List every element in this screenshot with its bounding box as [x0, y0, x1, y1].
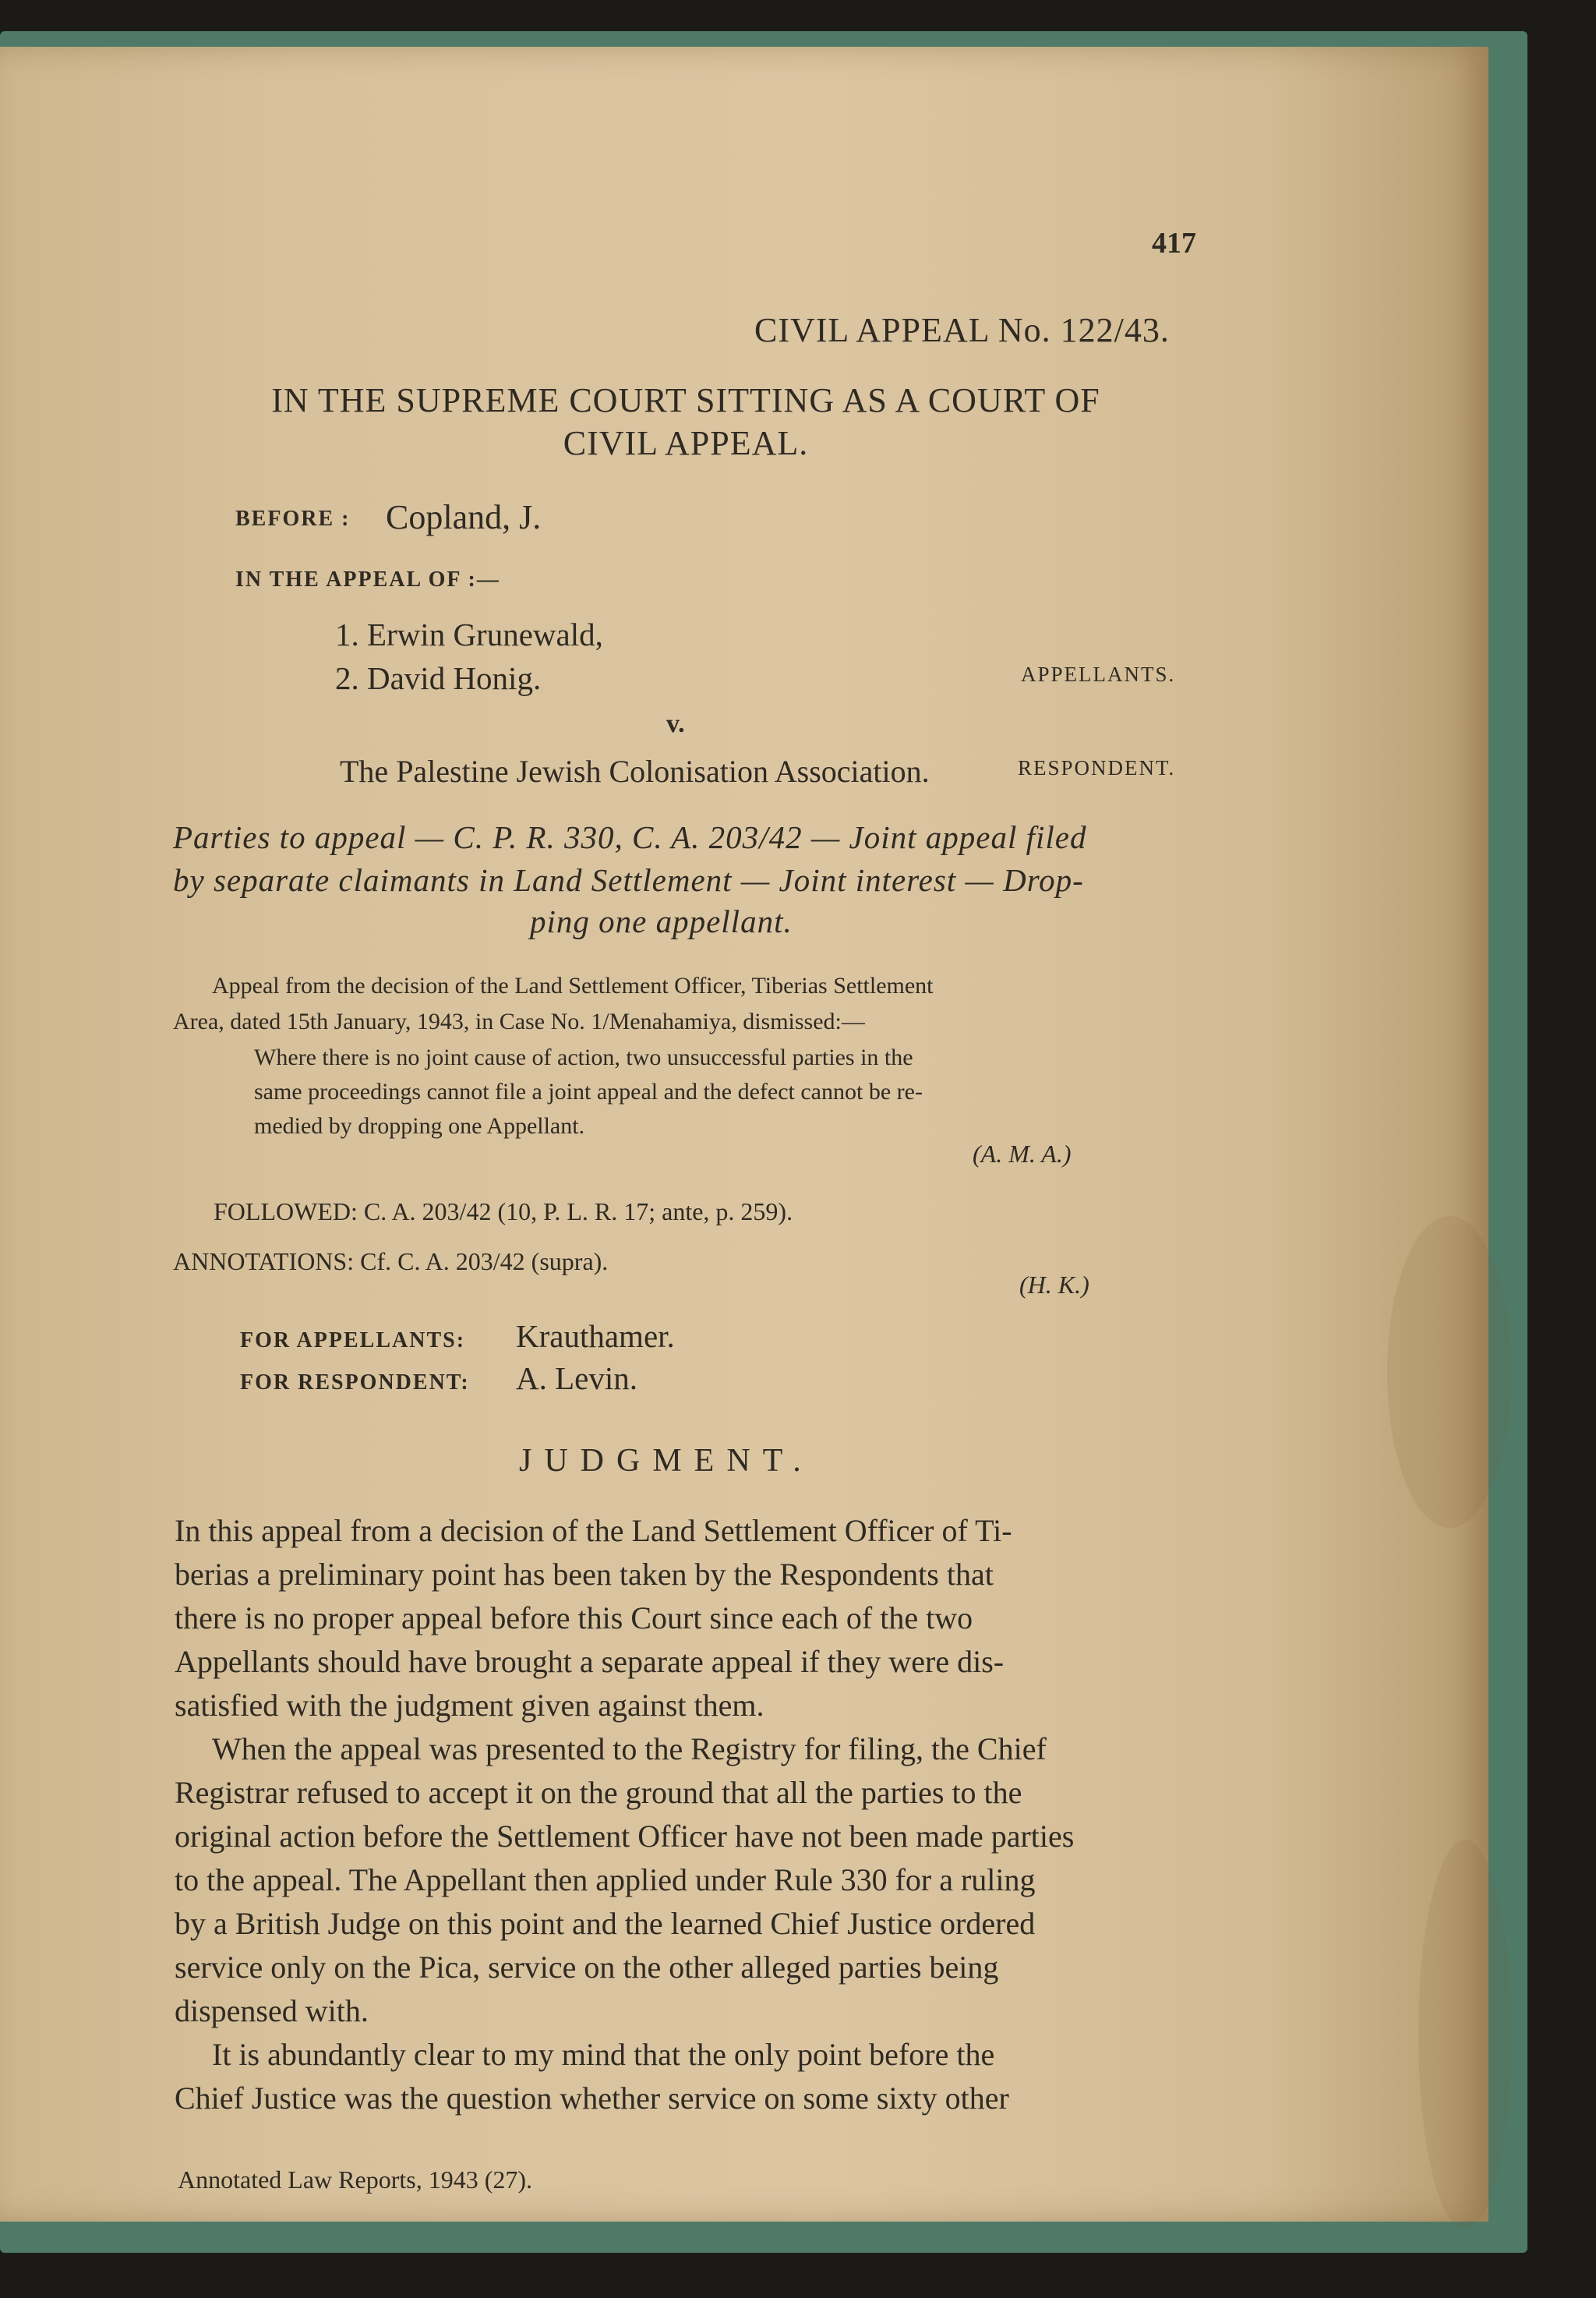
judgment-line: berias a preliminary point has been taken by the Respondents that — [175, 1557, 994, 1592]
judgment-line: Chief Justice was the question whether service on some sixty other — [175, 2081, 1009, 2116]
respondent-name: The Palestine Jewish Colonisation Association. — [340, 754, 930, 789]
respondent-counsel: A. Levin. — [516, 1360, 637, 1396]
judgment-line: It is abundantly clear to my mind that the only point before the — [212, 2037, 995, 2072]
before-label: BEFORE : — [235, 507, 351, 531]
catchwords-line-2: by separate claimants in Land Settlement — Joint interest — Drop- — [173, 862, 1084, 898]
appellants-counsel: Krauthamer. — [516, 1318, 675, 1354]
annotations-reference: ANNOTATIONS: Cf. C. A. 203/42 (supra). — [173, 1247, 609, 1275]
judgment-line: satisfied with the judgment given against them. — [175, 1688, 764, 1723]
headnote-line-3: Where there is no joint cause of action, two unsuccessful parties in the — [254, 1045, 913, 1070]
headnote-line-1: Appeal from the decision of the Land Settlement Officer, Tiberias Settlement — [212, 973, 934, 999]
judgment-line: Appellants should have brought a separate appeal if they were dis- — [175, 1644, 1005, 1679]
judge-name: Copland, J. — [386, 498, 542, 536]
for-respondent-label: FOR RESPONDENT: — [240, 1370, 470, 1395]
judgment-line: When the appeal was presented to the Registry for filing, the Chief — [212, 1731, 1047, 1766]
judgment-line: service only on the Pica, service on the other alleged parties being — [175, 1950, 999, 1985]
document-page — [0, 47, 1488, 2222]
appellants-role: APPELLANTS. — [1021, 663, 1176, 686]
followed-reference: FOLLOWED: C. A. 203/42 (10, P. L. R. 17; ante, p. 259). — [214, 1197, 793, 1225]
versus: v. — [666, 709, 685, 738]
annotation-initials: (H. K.) — [1019, 1271, 1089, 1299]
catchwords-line-3: ping one appellant. — [530, 903, 793, 939]
judgment-line: In this appeal from a decision of the Land Settlement Officer of Ti- — [175, 1513, 1012, 1548]
respondent-role: RESPONDENT. — [1018, 756, 1176, 780]
page-stain — [1387, 1216, 1512, 1528]
headnote-line-4: same proceedings cannot file a joint appeal and the defect cannot be re- — [254, 1079, 923, 1105]
judgment-line: dispensed with. — [175, 1993, 369, 2028]
court-title-line-1: IN THE SUPREME COURT SITTING AS A COURT OF — [271, 381, 1100, 419]
appellant-2: 2. David Honig. — [335, 660, 542, 696]
page-number: 417 — [1152, 227, 1196, 260]
appeal-of-label: IN THE APPEAL OF :— — [235, 567, 500, 592]
judgment-title: JUDGMENT. — [519, 1443, 814, 1479]
court-title-line-2: CIVIL APPEAL. — [563, 424, 809, 462]
catchwords-line-1: Parties to appeal — C. P. R. 330, C. A. 203/42 — Joint appeal filed — [173, 819, 1087, 855]
appellant-1: 1. Erwin Grunewald, — [335, 617, 603, 652]
judgment-line: original action before the Settlement Officer have not been made parties — [175, 1819, 1075, 1854]
headnote-line-5: medied by dropping one Appellant. — [254, 1113, 585, 1139]
judgment-line: by a British Judge on this point and the learned Chief Justice ordered — [175, 1906, 1036, 1941]
page-footer: Annotated Law Reports, 1943 (27). — [178, 2165, 533, 2194]
page-stain — [1418, 1840, 1512, 2229]
judgment-line: to the appeal. The Appellant then applied under Rule 330 for a ruling — [175, 1862, 1036, 1897]
for-appellants-label: FOR APPELLANTS: — [240, 1328, 466, 1352]
judgment-line: Registrar refused to accept it on the ground that all the parties to the — [175, 1775, 1022, 1810]
judgment-line: there is no proper appeal before this Court since each of the two — [175, 1600, 973, 1635]
headnote-initials: (A. M. A.) — [973, 1140, 1072, 1168]
headnote-line-2: Area, dated 15th January, 1943, in Case No. 1/Menahamiya, dismissed:— — [173, 1009, 865, 1034]
case-number: CIVIL APPEAL No. 122/43. — [754, 311, 1170, 349]
